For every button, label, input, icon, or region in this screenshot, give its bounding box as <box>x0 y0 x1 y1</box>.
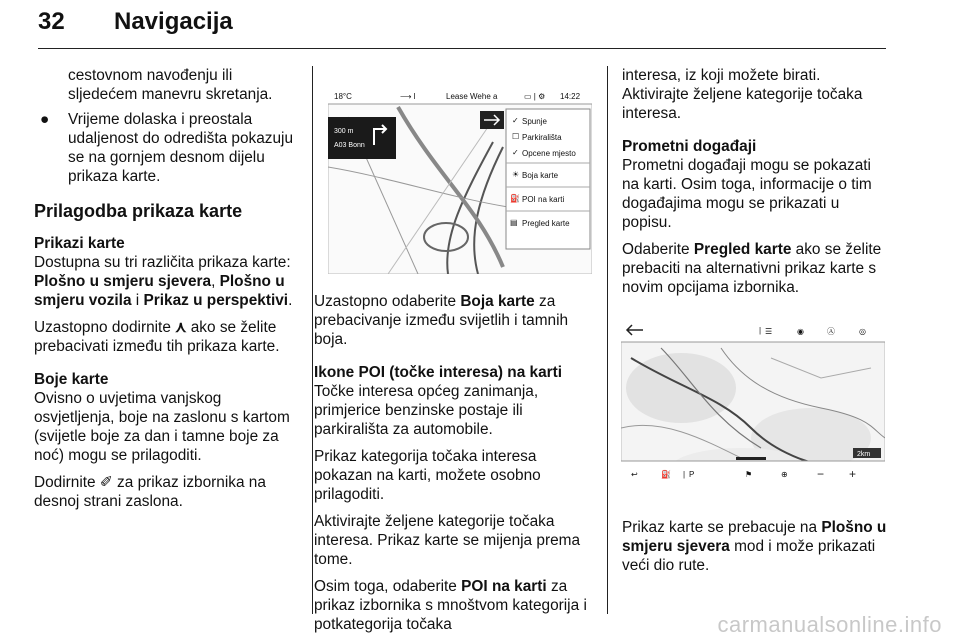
sep: , <box>211 273 220 290</box>
menu-item-4[interactable]: Boja karte <box>522 171 559 180</box>
column-1 <box>34 66 304 519</box>
check-icon: ✓ <box>512 116 519 125</box>
checkbox-icon: ☐ <box>512 132 520 141</box>
sep: i <box>131 292 144 309</box>
option-perspective: Prikaz u perspektivi <box>143 292 289 309</box>
period: . <box>288 292 293 309</box>
text: Osim toga, odaberite <box>314 578 462 595</box>
section-heading: Prilagodba prikaza karte <box>34 201 243 221</box>
parking-icon[interactable]: P <box>689 470 695 479</box>
clock: 14:22 <box>560 92 581 101</box>
text: za prikaz izbornika na desnoj strani zaslona. <box>34 474 266 510</box>
touch-instruction <box>34 318 304 356</box>
menu-item-3[interactable]: Opcene mjesto <box>522 149 576 158</box>
poi-icon: ⛽ <box>510 194 520 203</box>
page-header <box>38 8 233 36</box>
traffic-text: Prometni događaji mogu se pokazati na karti. Osim toga, informacije o tim događajima mogu se prikazati u popisu. <box>622 157 872 231</box>
road-name: Lease Wehe a <box>446 92 498 101</box>
menu-icon: ✐ <box>99 474 113 491</box>
page-number: 32 <box>38 8 65 35</box>
subheading-map-views: Prikazi karte <box>34 235 125 252</box>
text: Uzastopno dodirnite <box>34 319 176 336</box>
poi-category-icon[interactable]: ⚑ <box>745 470 753 479</box>
undo-icon[interactable]: ↩ <box>631 470 638 479</box>
temperature: 18°C <box>334 92 352 101</box>
active-indicator <box>736 457 766 460</box>
text: Dodirnite <box>34 474 100 491</box>
text: za prebacivanje između svijetlih i tamnih boja. <box>314 293 569 348</box>
sun-icon: ☀ <box>512 170 520 179</box>
watermark: carmanualsonline.info <box>717 612 942 637</box>
column-2 <box>314 292 596 642</box>
map-views-paragraph <box>34 234 304 310</box>
navigation-screen-1 <box>328 87 592 274</box>
text: Odaberite <box>622 241 694 258</box>
menu-item-1[interactable]: Spunje <box>522 117 547 126</box>
map-color-option: Boja karte <box>460 293 535 310</box>
arrow-info-icon: ⟶ l <box>400 92 416 101</box>
col3-intro: interesa, iz koji možete birati. Aktivirajte željene kategorije točaka interesa. <box>622 67 863 122</box>
zoom-in-icon[interactable]: + <box>849 467 857 481</box>
text: za prikaz izbornika s mnoštvom kategorija i potkategorija točaka <box>314 578 587 633</box>
fuel-icon[interactable]: ⛽ <box>661 470 671 479</box>
exit-name: A03 Bonn <box>334 142 365 149</box>
subheading-traffic: Prometni događaji <box>622 138 757 155</box>
poi-text-2: Prikaz kategorija točaka interesa pokazan na karti, možete osobno prilagoditi. <box>314 448 541 503</box>
section-title: Navigacija <box>114 8 233 35</box>
zoom-out-icon[interactable]: − <box>817 467 825 481</box>
north-up-option: Plošno u smjeru sjevera <box>622 519 887 555</box>
poi-text-3: Aktivirajte željene kategorije točaka interesa. Prikaz karte se mijenja prema tome. <box>314 513 581 568</box>
map-views-intro: Dostupna su tri različita prikaza karte: <box>34 254 291 271</box>
divider: | <box>759 326 762 335</box>
text: ako se želite prebaciti na alternativni prikaz karte s novim opcijama izbornika. <box>622 241 882 296</box>
poi-text-1: Točke interesa općeg zanimanja, primjerice benzinske postaje ili parkirališta za automobile. <box>314 383 539 438</box>
map-overview-paragraph <box>622 240 890 297</box>
status-icons: ▭ | ⚙ <box>524 92 546 101</box>
bullet-icon: ● <box>40 111 50 128</box>
poi-section <box>314 363 596 439</box>
view-toggle-icon: ⋏ <box>175 319 187 336</box>
menu-item-2[interactable]: Parkirališta <box>522 133 562 142</box>
nav-map-2-svg <box>621 318 885 505</box>
divider: | <box>683 470 686 479</box>
menu-item-6[interactable]: Pregled karte <box>522 219 570 228</box>
bullet-item <box>34 110 304 186</box>
map-colors-paragraph <box>34 370 304 465</box>
column-divider-1 <box>312 66 313 614</box>
north-up-paragraph <box>622 518 890 575</box>
scale-label: 2km <box>857 451 871 458</box>
map-colors-text: Ovisno o uvjetima vanjskog osvjetljenja, boje na zaslonu s kartom (svijetle boje za dan i tamne boje za noć) mogu se prilagoditi. <box>34 390 290 464</box>
compass-icon[interactable]: Ⓐ <box>827 327 835 336</box>
option-north-up: Plošno u smjeru sjevera <box>34 273 212 290</box>
distance: 300 m <box>334 128 354 135</box>
column-3 <box>622 66 890 305</box>
text: Uzastopno odaberite <box>314 293 461 310</box>
column-3-bottom <box>622 518 890 583</box>
traffic-icon[interactable]: ☰ <box>765 327 773 336</box>
navigation-screen-2 <box>621 318 885 505</box>
target-icon[interactable]: ⊕ <box>781 470 788 479</box>
traffic-section <box>622 137 890 232</box>
map-overview-option: Pregled karte <box>693 241 792 258</box>
color-toggle-paragraph <box>314 292 596 349</box>
menu-instruction <box>34 473 304 511</box>
continued-text: cestovnom navođenju ili sljedećem manevru skretanja. <box>68 67 273 103</box>
column-divider-2 <box>607 66 608 614</box>
camera-icon[interactable]: ◉ <box>797 327 804 336</box>
header-rule <box>38 48 886 49</box>
subheading-map-colors: Boje karte <box>34 371 109 388</box>
poi-on-map-option: POI na karti <box>461 578 547 595</box>
menu-item-5[interactable]: POI na karti <box>522 195 565 204</box>
check-icon: ✓ <box>512 148 519 157</box>
settings-icon[interactable]: ◎ <box>859 327 866 336</box>
text: Prikaz karte se prebacuje na <box>622 519 822 536</box>
bullet-text: Vrijeme dolaska i preostala udaljenost do odredišta pokazuju se na gornjem desnom dijelu prikaza karte. <box>68 111 294 185</box>
option-heading-up: Plošno u smjeru vozila <box>34 273 285 309</box>
text: mod i može prikazati veći dio rute. <box>622 538 876 574</box>
text: ako se želite prebacivati između tih prikaza karte. <box>34 319 280 355</box>
nav-map-1-svg <box>328 87 592 274</box>
map-icon: ▤ <box>510 218 518 227</box>
subheading-poi: Ikone POI (točke interesa) na karti <box>314 364 563 381</box>
poi-text-4 <box>314 577 596 634</box>
